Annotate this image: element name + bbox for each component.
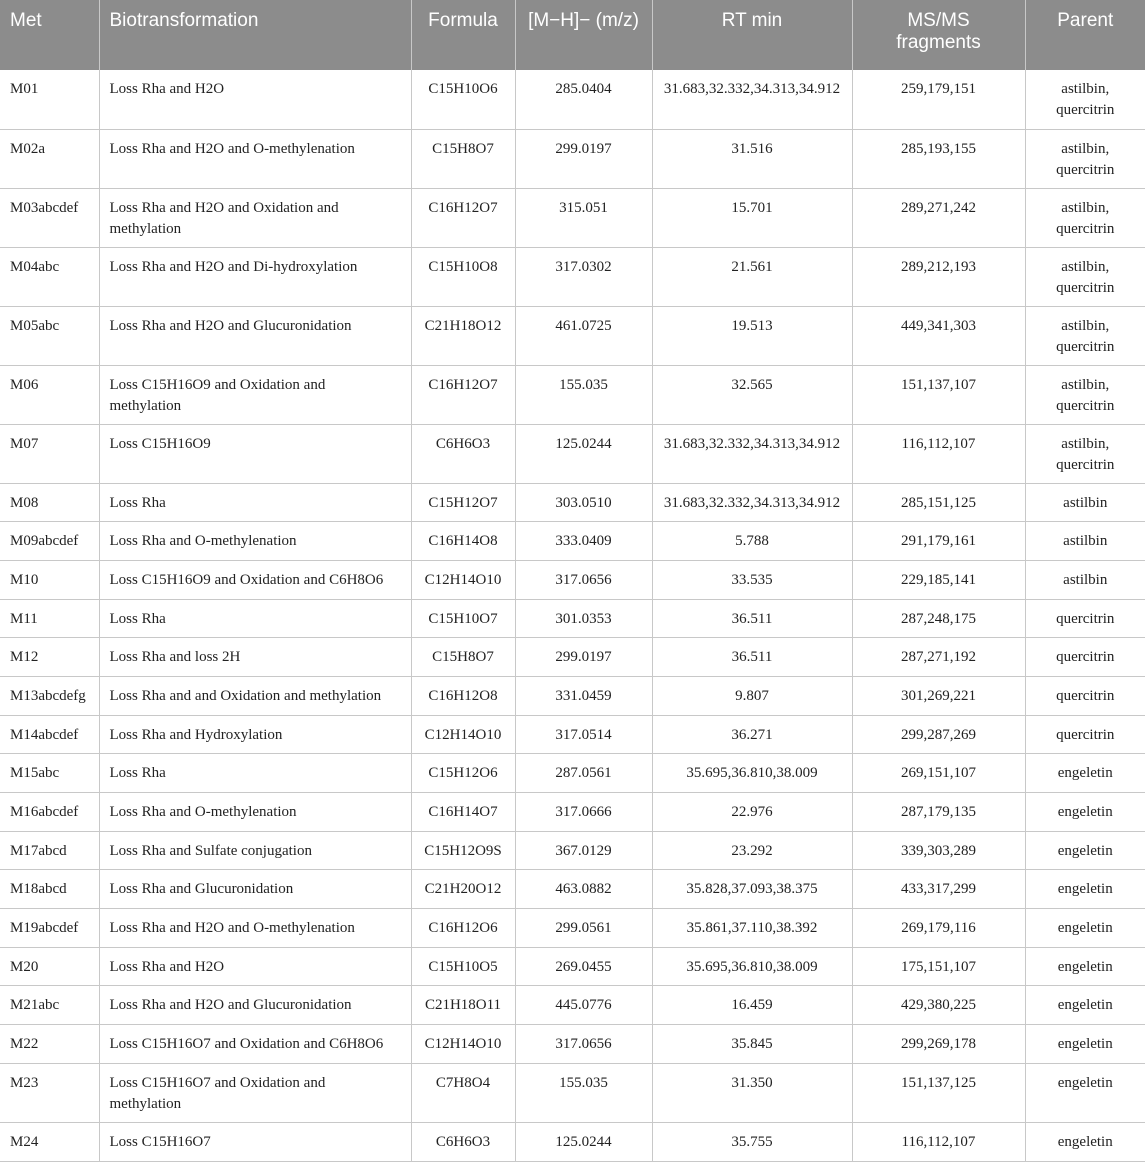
- cell-msms: 299,287,269: [852, 715, 1025, 754]
- cell-met: M03abcdef: [0, 188, 99, 247]
- cell-parent: engeletin: [1025, 1122, 1145, 1161]
- cell-met: M05abc: [0, 306, 99, 365]
- table-row: [0, 247, 1145, 306]
- cell-rt: 35.755: [652, 1122, 852, 1161]
- cell-biotransformation: Loss C15H16O7: [99, 1122, 411, 1161]
- cell-met: M14abcdef: [0, 715, 99, 754]
- header-row: [0, 0, 1145, 70]
- header-met: Met: [0, 0, 99, 70]
- cell-parent: astilbin, quercitrin: [1025, 188, 1145, 247]
- cell-biotransformation: Loss Rha and Sulfate conjugation: [99, 831, 411, 870]
- cell-mz: 155.035: [515, 1063, 652, 1122]
- cell-formula: C15H8O7: [411, 129, 515, 188]
- cell-met: M04abc: [0, 247, 99, 306]
- cell-parent: astilbin: [1025, 522, 1145, 561]
- cell-rt: 9.807: [652, 676, 852, 715]
- header-biotransformation: Biotransformation: [99, 0, 411, 70]
- cell-msms: 151,137,125: [852, 1063, 1025, 1122]
- cell-msms: 449,341,303: [852, 306, 1025, 365]
- cell-rt: 23.292: [652, 831, 852, 870]
- table-row: [0, 947, 1145, 986]
- cell-biotransformation: Loss Rha and H2O and O-methylenation: [99, 129, 411, 188]
- cell-parent: astilbin: [1025, 560, 1145, 599]
- table-row: [0, 522, 1145, 561]
- cell-parent: astilbin, quercitrin: [1025, 247, 1145, 306]
- cell-met: M21abc: [0, 986, 99, 1025]
- cell-formula: C21H20O12: [411, 870, 515, 909]
- cell-met: M22: [0, 1025, 99, 1064]
- table-row: [0, 1122, 1145, 1161]
- cell-formula: C15H10O6: [411, 70, 515, 129]
- table-row: [0, 986, 1145, 1025]
- cell-rt: 19.513: [652, 306, 852, 365]
- cell-formula: C16H12O6: [411, 909, 515, 948]
- cell-met: M02a: [0, 129, 99, 188]
- cell-biotransformation: Loss C15H16O9 and Oxidation and methylation: [99, 365, 411, 424]
- cell-mz: 317.0302: [515, 247, 652, 306]
- cell-parent: astilbin, quercitrin: [1025, 424, 1145, 483]
- cell-biotransformation: Loss Rha and H2O and Glucuronidation: [99, 986, 411, 1025]
- cell-parent: quercitrin: [1025, 715, 1145, 754]
- cell-met: M24: [0, 1122, 99, 1161]
- cell-msms: 289,212,193: [852, 247, 1025, 306]
- cell-biotransformation: Loss Rha and and Oxidation and methylation: [99, 676, 411, 715]
- cell-biotransformation: Loss Rha and loss 2H: [99, 638, 411, 677]
- cell-biotransformation: Loss C15H16O7 and Oxidation and C6H8O6: [99, 1025, 411, 1064]
- cell-formula: C15H12O6: [411, 754, 515, 793]
- cell-biotransformation: Loss Rha and H2O and O-methylenation: [99, 909, 411, 948]
- cell-parent: engeletin: [1025, 947, 1145, 986]
- cell-parent: engeletin: [1025, 793, 1145, 832]
- header-rt: RT min: [652, 0, 852, 70]
- cell-formula: C7H8O4: [411, 1063, 515, 1122]
- cell-biotransformation: Loss Rha and H2O and Di-hydroxylation: [99, 247, 411, 306]
- table-row: [0, 129, 1145, 188]
- cell-formula: C16H14O7: [411, 793, 515, 832]
- table-row: [0, 365, 1145, 424]
- cell-biotransformation: Loss Rha and H2O and Oxidation and methylation: [99, 188, 411, 247]
- cell-biotransformation: Loss Rha and H2O: [99, 70, 411, 129]
- table-row: [0, 715, 1145, 754]
- table-row: [0, 70, 1145, 129]
- cell-formula: C16H14O8: [411, 522, 515, 561]
- cell-rt: 21.561: [652, 247, 852, 306]
- table-row: [0, 560, 1145, 599]
- cell-parent: engeletin: [1025, 754, 1145, 793]
- cell-mz: 299.0197: [515, 638, 652, 677]
- cell-biotransformation: Loss C15H16O9: [99, 424, 411, 483]
- cell-msms: 291,179,161: [852, 522, 1025, 561]
- header-msms: MS/MS fragments: [852, 0, 1025, 70]
- table-row: [0, 483, 1145, 522]
- cell-biotransformation: Loss Rha and O-methylenation: [99, 793, 411, 832]
- cell-met: M09abcdef: [0, 522, 99, 561]
- cell-met: M06: [0, 365, 99, 424]
- cell-msms: 269,179,116: [852, 909, 1025, 948]
- cell-met: M07: [0, 424, 99, 483]
- cell-mz: 269.0455: [515, 947, 652, 986]
- cell-msms: 116,112,107: [852, 424, 1025, 483]
- cell-met: M20: [0, 947, 99, 986]
- table-row: [0, 1063, 1145, 1122]
- table-row: [0, 188, 1145, 247]
- cell-parent: astilbin, quercitrin: [1025, 365, 1145, 424]
- cell-met: M17abcd: [0, 831, 99, 870]
- table-row: [0, 909, 1145, 948]
- cell-msms: 151,137,107: [852, 365, 1025, 424]
- cell-mz: 287.0561: [515, 754, 652, 793]
- cell-rt: 16.459: [652, 986, 852, 1025]
- cell-formula: C21H18O12: [411, 306, 515, 365]
- cell-formula: C16H12O7: [411, 365, 515, 424]
- cell-rt: 31.516: [652, 129, 852, 188]
- cell-rt: 31.683,32.332,34.313,34.912: [652, 483, 852, 522]
- cell-formula: C6H6O3: [411, 424, 515, 483]
- cell-parent: quercitrin: [1025, 638, 1145, 677]
- cell-biotransformation: Loss Rha and Glucuronidation: [99, 870, 411, 909]
- cell-parent: engeletin: [1025, 909, 1145, 948]
- cell-met: M23: [0, 1063, 99, 1122]
- cell-biotransformation: Loss Rha: [99, 754, 411, 793]
- cell-parent: engeletin: [1025, 1025, 1145, 1064]
- cell-rt: 35.845: [652, 1025, 852, 1064]
- cell-parent: engeletin: [1025, 1063, 1145, 1122]
- cell-biotransformation: Loss Rha and Hydroxylation: [99, 715, 411, 754]
- cell-mz: 317.0656: [515, 560, 652, 599]
- cell-parent: engeletin: [1025, 831, 1145, 870]
- cell-parent: engeletin: [1025, 870, 1145, 909]
- cell-formula: C15H12O7: [411, 483, 515, 522]
- cell-biotransformation: Loss Rha: [99, 483, 411, 522]
- cell-rt: 33.535: [652, 560, 852, 599]
- cell-mz: 125.0244: [515, 1122, 652, 1161]
- cell-rt: 5.788: [652, 522, 852, 561]
- cell-formula: C21H18O11: [411, 986, 515, 1025]
- cell-parent: astilbin, quercitrin: [1025, 70, 1145, 129]
- table-row: [0, 1025, 1145, 1064]
- cell-parent: astilbin, quercitrin: [1025, 306, 1145, 365]
- cell-mz: 463.0882: [515, 870, 652, 909]
- cell-mz: 125.0244: [515, 424, 652, 483]
- cell-mz: 331.0459: [515, 676, 652, 715]
- cell-msms: 116,112,107: [852, 1122, 1025, 1161]
- cell-mz: 317.0514: [515, 715, 652, 754]
- table-row: [0, 599, 1145, 638]
- cell-formula: C16H12O8: [411, 676, 515, 715]
- cell-msms: 289,271,242: [852, 188, 1025, 247]
- cell-msms: 287,271,192: [852, 638, 1025, 677]
- cell-msms: 301,269,221: [852, 676, 1025, 715]
- cell-msms: 285,151,125: [852, 483, 1025, 522]
- table-row: [0, 676, 1145, 715]
- cell-formula: C12H14O10: [411, 1025, 515, 1064]
- cell-met: M18abcd: [0, 870, 99, 909]
- table-row: [0, 793, 1145, 832]
- cell-rt: 35.695,36.810,38.009: [652, 947, 852, 986]
- cell-msms: 175,151,107: [852, 947, 1025, 986]
- cell-parent: astilbin, quercitrin: [1025, 129, 1145, 188]
- cell-mz: 301.0353: [515, 599, 652, 638]
- cell-msms: 285,193,155: [852, 129, 1025, 188]
- cell-parent: quercitrin: [1025, 676, 1145, 715]
- cell-msms: 287,179,135: [852, 793, 1025, 832]
- cell-mz: 155.035: [515, 365, 652, 424]
- cell-met: M10: [0, 560, 99, 599]
- cell-met: M16abcdef: [0, 793, 99, 832]
- table-row: [0, 306, 1145, 365]
- table-row: [0, 870, 1145, 909]
- cell-rt: 31.350: [652, 1063, 852, 1122]
- cell-met: M01: [0, 70, 99, 129]
- cell-formula: C15H12O9S: [411, 831, 515, 870]
- cell-mz: 333.0409: [515, 522, 652, 561]
- table-row: [0, 754, 1145, 793]
- cell-rt: 15.701: [652, 188, 852, 247]
- cell-mz: 299.0197: [515, 129, 652, 188]
- cell-rt: 22.976: [652, 793, 852, 832]
- cell-formula: C15H10O5: [411, 947, 515, 986]
- cell-formula: C15H10O7: [411, 599, 515, 638]
- header-mz: [M−H]− (m/z): [515, 0, 652, 70]
- cell-msms: 429,380,225: [852, 986, 1025, 1025]
- cell-msms: 269,151,107: [852, 754, 1025, 793]
- table-body: [0, 70, 1145, 1161]
- cell-msms: 229,185,141: [852, 560, 1025, 599]
- cell-rt: 36.511: [652, 638, 852, 677]
- cell-msms: 259,179,151: [852, 70, 1025, 129]
- cell-mz: 315.051: [515, 188, 652, 247]
- cell-msms: 433,317,299: [852, 870, 1025, 909]
- header-parent: Parent: [1025, 0, 1145, 70]
- cell-rt: 36.271: [652, 715, 852, 754]
- cell-formula: C12H14O10: [411, 715, 515, 754]
- cell-mz: 445.0776: [515, 986, 652, 1025]
- cell-mz: 285.0404: [515, 70, 652, 129]
- cell-mz: 317.0666: [515, 793, 652, 832]
- cell-rt: 32.565: [652, 365, 852, 424]
- cell-biotransformation: Loss Rha and H2O and Glucuronidation: [99, 306, 411, 365]
- cell-formula: C16H12O7: [411, 188, 515, 247]
- cell-met: M12: [0, 638, 99, 677]
- cell-biotransformation: Loss C15H16O7 and Oxidation and methylation: [99, 1063, 411, 1122]
- cell-mz: 299.0561: [515, 909, 652, 948]
- table-row: [0, 831, 1145, 870]
- cell-biotransformation: Loss Rha and O-methylenation: [99, 522, 411, 561]
- table-row: [0, 424, 1145, 483]
- cell-biotransformation: Loss Rha: [99, 599, 411, 638]
- cell-met: M11: [0, 599, 99, 638]
- cell-mz: 317.0656: [515, 1025, 652, 1064]
- cell-rt: 31.683,32.332,34.313,34.912: [652, 70, 852, 129]
- cell-biotransformation: Loss Rha and H2O: [99, 947, 411, 986]
- cell-rt: 31.683,32.332,34.313,34.912: [652, 424, 852, 483]
- cell-met: M19abcdef: [0, 909, 99, 948]
- cell-met: M08: [0, 483, 99, 522]
- cell-met: M15abc: [0, 754, 99, 793]
- cell-mz: 461.0725: [515, 306, 652, 365]
- cell-met: M13abcdefg: [0, 676, 99, 715]
- table-row: [0, 638, 1145, 677]
- cell-msms: 339,303,289: [852, 831, 1025, 870]
- cell-formula: C15H8O7: [411, 638, 515, 677]
- cell-rt: 35.861,37.110,38.392: [652, 909, 852, 948]
- cell-parent: astilbin: [1025, 483, 1145, 522]
- cell-parent: engeletin: [1025, 986, 1145, 1025]
- cell-parent: quercitrin: [1025, 599, 1145, 638]
- cell-formula: C6H6O3: [411, 1122, 515, 1161]
- cell-rt: 35.828,37.093,38.375: [652, 870, 852, 909]
- cell-biotransformation: Loss C15H16O9 and Oxidation and C6H8O6: [99, 560, 411, 599]
- cell-msms: 287,248,175: [852, 599, 1025, 638]
- header-formula: Formula: [411, 0, 515, 70]
- cell-msms: 299,269,178: [852, 1025, 1025, 1064]
- cell-rt: 35.695,36.810,38.009: [652, 754, 852, 793]
- cell-mz: 303.0510: [515, 483, 652, 522]
- cell-formula: C12H14O10: [411, 560, 515, 599]
- cell-formula: C15H10O8: [411, 247, 515, 306]
- cell-rt: 36.511: [652, 599, 852, 638]
- cell-mz: 367.0129: [515, 831, 652, 870]
